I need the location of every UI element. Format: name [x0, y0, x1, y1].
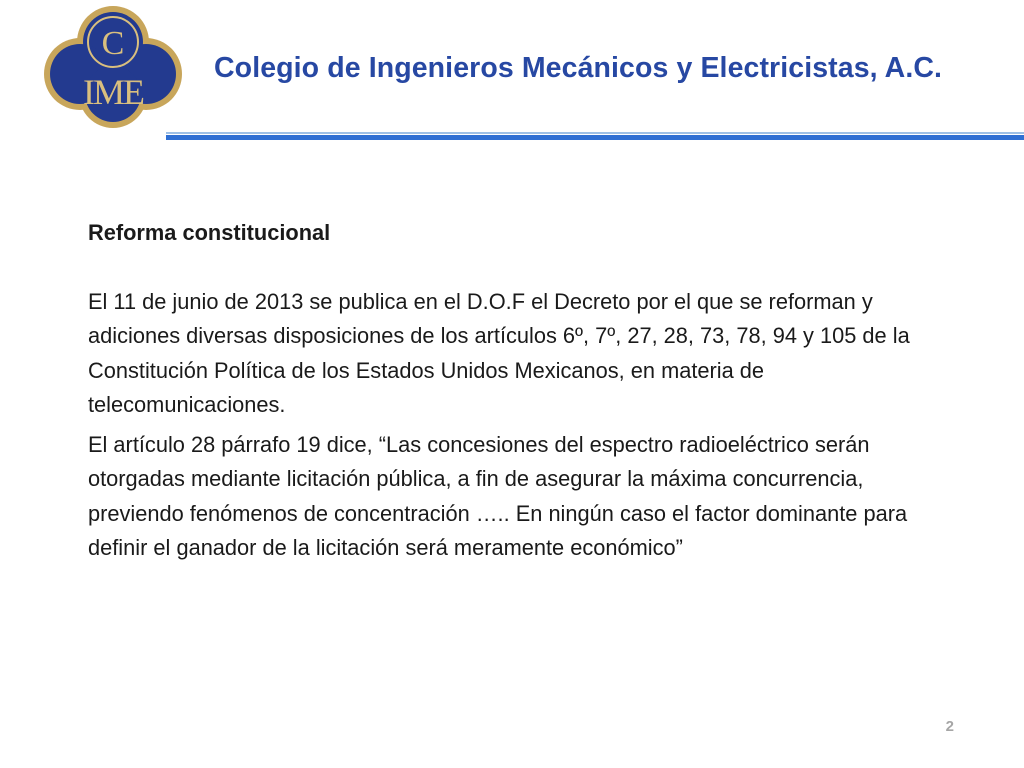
section-heading: Reforma constitucional [88, 220, 331, 245]
page-number: 2 [945, 718, 954, 735]
slide-content [88, 216, 928, 571]
logo-text-bottom: IME [83, 72, 143, 112]
cime-logo [42, 4, 184, 130]
cime-logo-emblem [42, 4, 184, 130]
logo-text-top: C [101, 25, 125, 62]
header-divider [0, 132, 1024, 142]
header-divider-thick [166, 135, 1024, 140]
header-title: Colegio de Ingenieros Mecánicos y Electricistas, A.C. [214, 52, 943, 84]
paragraph-decree: El 11 de junio de 2013 se publica en el D.O.F el Decreto por el que se reforman y adiciones diversas disposiciones de los artículos 6º, 7º, 27, 28, 73, 78, 94 y 105 de la Constitución Política de los Estados Unidos Mexicanos, en materia de telecomunicaciones. [88, 288, 910, 417]
header-divider-thin [166, 132, 1024, 134]
paragraph-article-28: El artículo 28 párrafo 19 dice, “Las concesiones del espectro radioeléctrico serán otorgadas mediante licitación pública, a fin de asegurar la máxima concurrencia, previendo fenómenos de concentración ….. En ningún caso el factor dominante para definir el ganador de la licitación será meramente económico” [88, 431, 908, 560]
